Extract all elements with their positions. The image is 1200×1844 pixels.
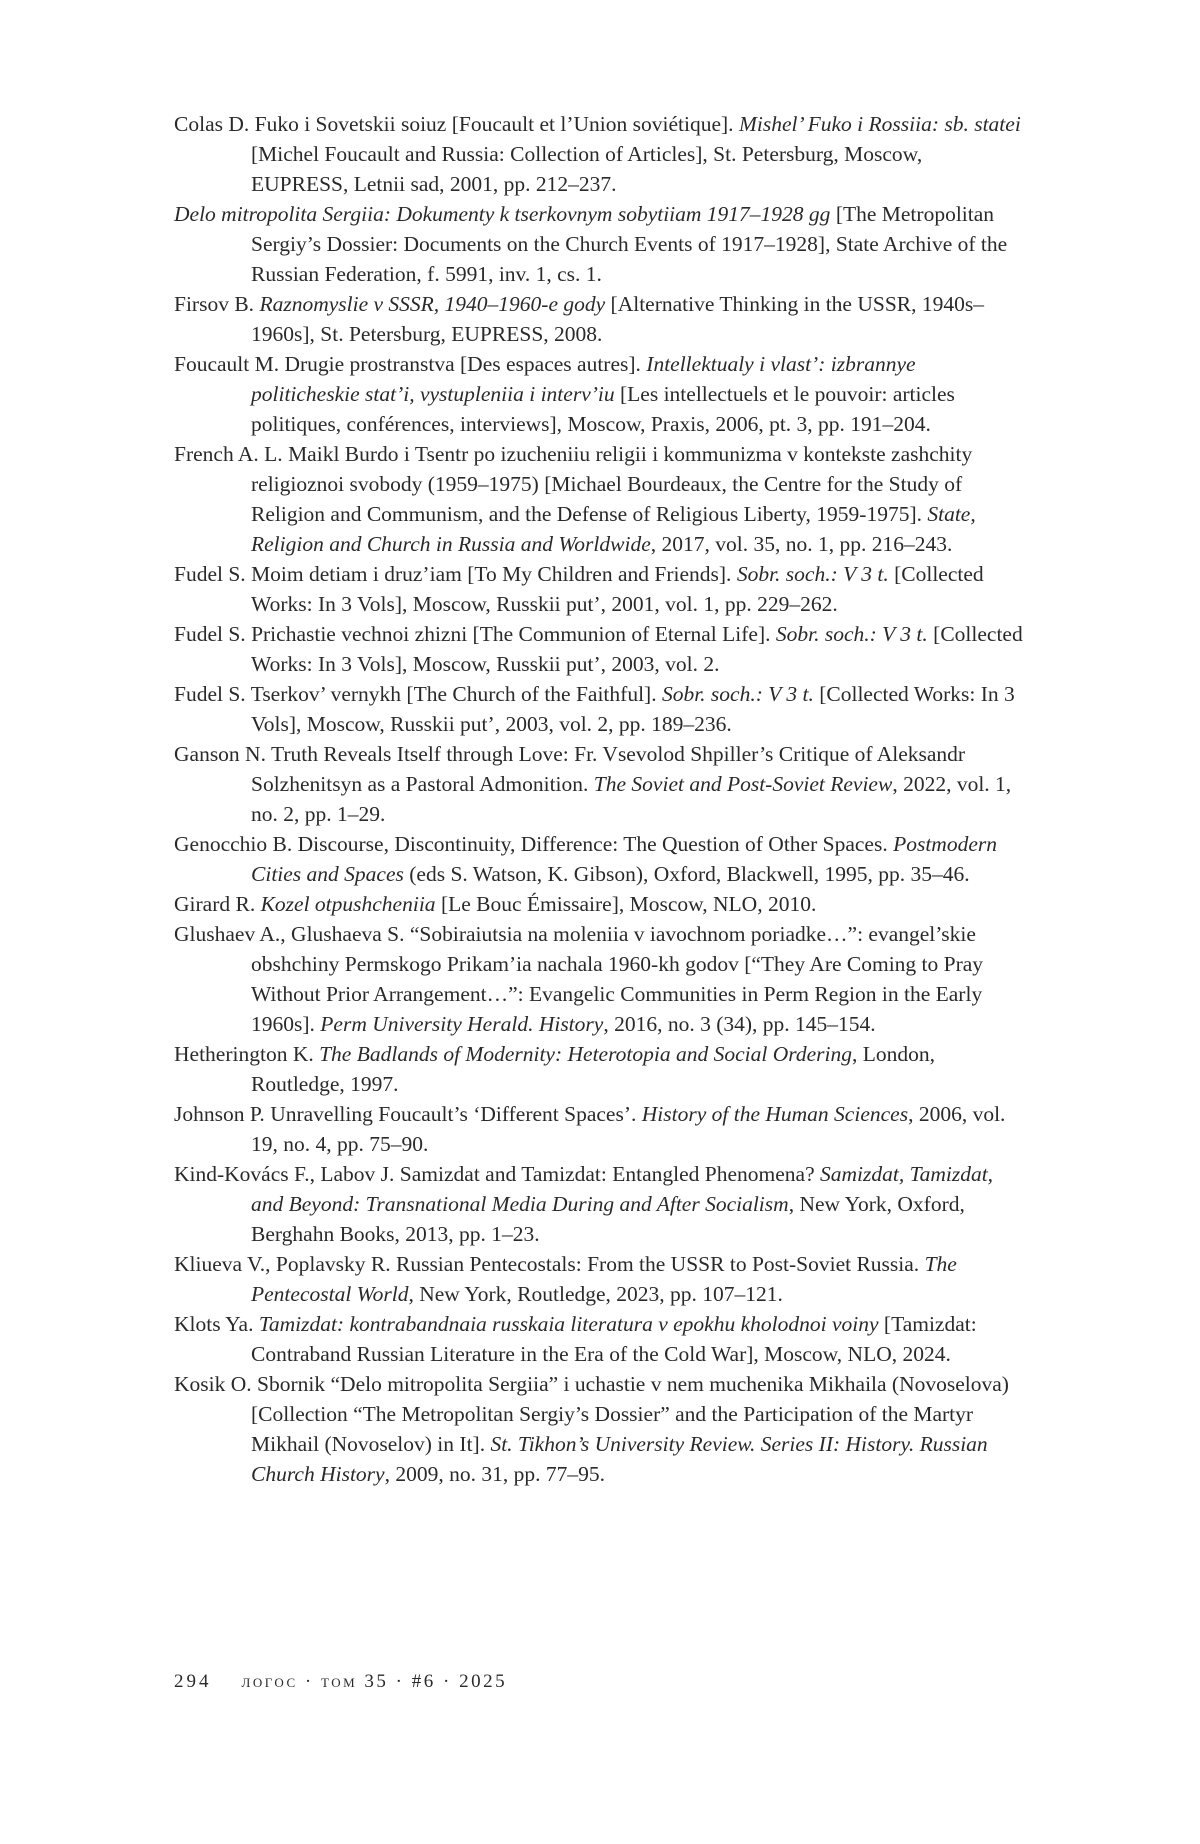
ref-author: Foucault M. — [174, 352, 280, 376]
ref-text: Sbornik “Delo mitropolita Sergiia” i uchastie v nem muchenika Mikhaila (Novoselova) [Collection “The Metropolitan Sergiy’s Dossier” and the Participation of the Martyr Mikhail (Novoselov) in It]. — [251, 1372, 1009, 1456]
ref-author: French A. L. — [174, 442, 283, 466]
ref-author: Ganson N. — [174, 742, 266, 766]
reference-entry — [174, 739, 1024, 829]
ref-details: [Collected Works: In 3 Vols], Moscow, Russkii put’, 2003, vol. 2, pp. 189–236. — [251, 682, 1015, 736]
ref-author: Fudel S. — [174, 682, 246, 706]
reference-entry — [174, 109, 1024, 199]
ref-source-title: Sobr. soch.: V 3 t. — [736, 562, 889, 586]
reference-entry — [174, 1309, 1024, 1369]
ref-author: Klots Ya. — [174, 1312, 254, 1336]
ref-source-title: Postmodern Cities and Spaces — [251, 832, 997, 886]
ref-source-title: Perm University Herald. History — [320, 1012, 604, 1036]
ref-text: Drugie prostranstva [Des espaces autres]. — [284, 352, 641, 376]
ref-author: Girard R. — [174, 892, 256, 916]
reference-entry — [174, 1159, 1024, 1249]
ref-author: Fudel S. — [174, 562, 246, 586]
ref-source-title: Intellektualy i vlast’: izbrannye politicheskie stat’i, vystupleniia i interv’iu — [251, 352, 916, 406]
ref-details: (eds S. Watson, K. Gibson), Oxford, Blackwell, 1995, pp. 35–46. — [409, 862, 970, 886]
ref-text: Maikl Burdo i Tsentr po izucheniiu religii i kommunizma v kontekste zashchity religioznoi svobody (1959–1975) [Michael Bourdeaux, the Centre for the Study of Religion and Communism, and the Defense of Religious Liberty, 1959-1975]. — [251, 442, 973, 526]
reference-entry — [174, 889, 1024, 919]
ref-details: [Alternative Thinking in the USSR, 1940s–1960s], St. Petersburg, EUPRESS, 2008. — [251, 292, 984, 346]
ref-author: Fudel S. — [174, 622, 246, 646]
ref-details: [Collected Works: In 3 Vols], Moscow, Russkii put’, 2001, vol. 1, pp. 229–262. — [251, 562, 984, 616]
ref-source-title: Sobr. soch.: V 3 t. — [775, 622, 928, 646]
ref-author: Genocchio B. — [174, 832, 293, 856]
ref-details: [Le Bouc Émissaire], Moscow, NLO, 2010. — [440, 892, 817, 916]
ref-text: Russian Pentecostals: From the USSR to Post-Soviet Russia. — [395, 1252, 920, 1276]
ref-source-title: Raznomyslie v SSSR, 1940–1960-e gody — [259, 292, 606, 316]
reference-list — [174, 109, 1024, 1489]
journal-running-title: логос · том 35 · #6 · 2025 — [241, 1671, 508, 1692]
reference-entry — [174, 349, 1024, 439]
ref-text: Unravelling Foucault’s ‘Different Spaces’. — [270, 1102, 637, 1126]
reference-entry — [174, 679, 1024, 739]
ref-source-title: The Soviet and Post-Soviet Review — [593, 772, 893, 796]
reference-entry — [174, 1369, 1024, 1489]
ref-author: Glushaev A., Glushaeva S. — [174, 922, 405, 946]
ref-text: Discourse, Discontinuity, Difference: The Question of Other Spaces. — [297, 832, 888, 856]
reference-entry — [174, 289, 1024, 349]
ref-author: Colas D. — [174, 112, 250, 136]
ref-details: [Collected Works: In 3 Vols], Moscow, Russkii put’, 2003, vol. 2. — [251, 622, 1023, 676]
ref-details: , 2006, vol. 19, no. 4, pp. 75–90. — [251, 1102, 1006, 1156]
ref-text: Moim detiam i druz’iam [To My Children and Friends]. — [251, 562, 732, 586]
reference-entry — [174, 199, 1024, 289]
reference-entry — [174, 829, 1024, 889]
ref-text: Tserkov’ vernykh [The Church of the Faithful]. — [250, 682, 657, 706]
page-number: 294 — [174, 1671, 212, 1692]
ref-source-title: Mishel’ Fuko i Rossiia: sb. statei — [738, 112, 1021, 136]
ref-details: , 2017, vol. 35, no. 1, pp. 216–243. — [650, 532, 953, 556]
ref-author: Kind-Kovács F., Labov J. — [174, 1162, 395, 1186]
ref-details: , 2022, vol. 1, no. 2, pp. 1–29. — [251, 772, 1012, 826]
ref-details: [Michel Foucault and Russia: Collection of Articles], St. Petersburg, Moscow, EUPRESS, Letnii sad, 2001, pp. 212–237. — [251, 142, 923, 196]
page-footer — [174, 1671, 507, 1693]
ref-details: , 2016, no. 3 (34), pp. 145–154. — [603, 1012, 876, 1036]
ref-author: Kliueva V., Poplavsky R. — [174, 1252, 391, 1276]
ref-details: , 2009, no. 31, pp. 77–95. — [384, 1462, 605, 1486]
ref-details: , London, Routledge, 1997. — [251, 1042, 935, 1096]
ref-source-title: Tamizdat: kontrabandnaia russkaia literatura v epokhu kholodnoi voiny — [258, 1312, 879, 1336]
ref-details: , New York, Routledge, 2023, pp. 107–121. — [408, 1282, 783, 1306]
reference-entry — [174, 439, 1024, 559]
ref-text: Truth Reveals Itself through Love: Fr. Vsevolod Shpiller’s Critique of Aleksandr Solzhenitsyn as a Pastoral Admonition. — [251, 742, 966, 796]
ref-source-title: The Badlands of Modernity: Heterotopia and Social Ordering — [319, 1042, 852, 1066]
ref-details: [Les intellectuels et le pouvoir: articles politiques, conférences, interviews], Moscow, Praxis, 2006, pt. 3, pp. 191–204. — [251, 382, 955, 436]
ref-source-title: State, Religion and Church in Russia and Worldwide — [251, 502, 976, 556]
ref-source-title: St. Tikhon’s University Review. Series II: History. Russian Church History — [251, 1432, 988, 1486]
reference-entry — [174, 1039, 1024, 1099]
ref-text: “Sobiraiutsia na moleniia v iavochnom poriadke…”: evangel’skie obshchiny Permskogo Prikam’ia nachala 1960-kh godov [“They Are Coming to Pray Without Prior Arrangement…”: Evangelic Communities in Perm Region in the Early 1960s]. — [251, 922, 984, 1036]
reference-entry — [174, 559, 1024, 619]
reference-entry — [174, 1249, 1024, 1309]
ref-source-title: The Pentecostal World — [251, 1252, 957, 1306]
ref-author: Kosik O. — [174, 1372, 252, 1396]
reference-entry — [174, 919, 1024, 1039]
ref-author: Firsov B. — [174, 292, 255, 316]
ref-details: [The Metropolitan Sergiy’s Dossier: Documents on the Church Events of 1917–1928], State Archive of the Russian Federation, f. 5991, inv. 1, cs. 1. — [251, 202, 1008, 286]
ref-source-title: Delo mitropolita Sergiia: Dokumenty k tserkovnym sobytiiam 1917–1928 gg — [174, 202, 831, 226]
reference-entry — [174, 1099, 1024, 1159]
ref-source-title: Sobr. soch.: V 3 t. — [661, 682, 814, 706]
ref-author: Johnson P. — [174, 1102, 265, 1126]
ref-text: Prichastie vechnoi zhizni [The Communion of Eternal Life]. — [251, 622, 771, 646]
ref-author: Hetherington K. — [174, 1042, 314, 1066]
ref-source-title: Kozel otpushcheniia — [260, 892, 436, 916]
ref-details: [Tamizdat: Contraband Russian Literature in the Era of the Cold War], Moscow, NLO, 2024. — [251, 1312, 977, 1366]
ref-text: Samizdat and Tamizdat: Entangled Phenomena? — [399, 1162, 815, 1186]
ref-details: , New York, Oxford, Berghahn Books, 2013, pp. 1–23. — [251, 1192, 965, 1246]
ref-text: Fuko i Sovetskii soiuz [Foucault et l’Union soviétique]. — [254, 112, 734, 136]
ref-source-title: Samizdat, Tamizdat, and Beyond: Transnational Media During and After Socialism — [251, 1162, 994, 1216]
reference-entry — [174, 619, 1024, 679]
ref-source-title: History of the Human Sciences — [641, 1102, 909, 1126]
